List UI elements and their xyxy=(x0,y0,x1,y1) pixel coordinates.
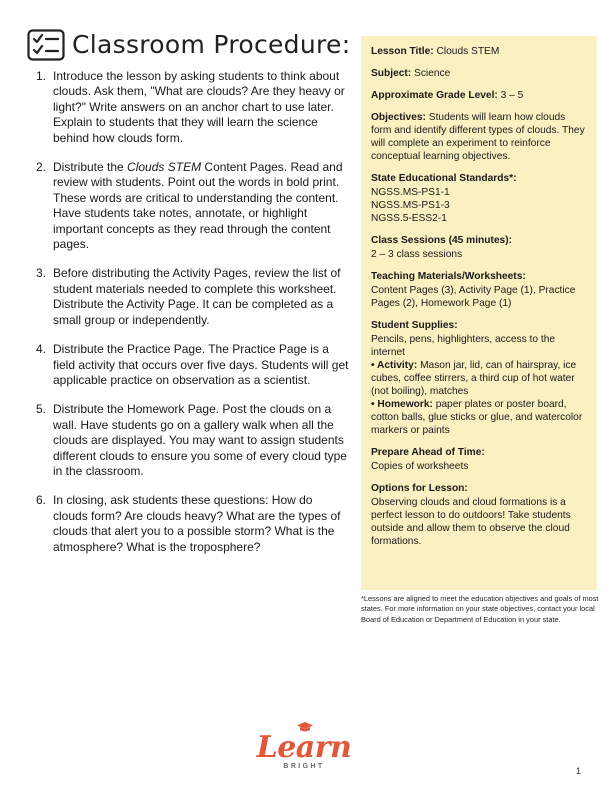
homework-supplies xyxy=(371,398,585,437)
activity-value: Mason jar, lid, can of hairspray, ice cubes, coffee stirrers, a third cup of hot water (not boiling), matches xyxy=(371,360,577,397)
objectives-value: Students will learn how clouds form and identify different types of clouds. They will complete an experiment to reinforce conceptual learning objectives. xyxy=(371,112,585,162)
standard-item: NGSS.MS-PS1-1 xyxy=(371,187,450,198)
prepare-value: Copies of worksheets xyxy=(371,461,469,472)
page-title: Classroom Procedure: xyxy=(72,30,351,59)
step-number: 3. xyxy=(36,266,47,281)
grade-value: 3 – 5 xyxy=(500,90,524,101)
sessions-section xyxy=(371,234,585,261)
materials-section xyxy=(371,270,585,310)
procedure-step-6 xyxy=(30,493,350,555)
procedure-step-5 xyxy=(30,402,350,479)
prepare-section xyxy=(371,446,585,473)
step-text: In closing, ask students these questions: How do clouds form? Are clouds heavy? What are the types of clouds that alert you to a possible storm? What is the atmosphere? What is the troposphere? xyxy=(53,493,341,554)
standards-label: State Educational Standards*: xyxy=(371,173,517,184)
procedure-step-3 xyxy=(30,266,350,328)
lesson-info-box xyxy=(361,36,597,590)
step-text xyxy=(53,160,350,252)
activity-label: • Activity: xyxy=(371,360,418,371)
supplies-label: Student Supplies: xyxy=(371,320,458,331)
grade-section xyxy=(371,89,585,102)
logo-subtitle: BRIGHT xyxy=(283,763,325,770)
step-text-post: Content Pages. Read and review with students. Point out the words in bold print. These words are critical to understanding the content. Have students take notes, annotate, or highlight important concepts as they read through the content pages. xyxy=(53,160,343,252)
step-number: 2. xyxy=(36,160,47,175)
step-text: Before distributing the Activity Pages, review the list of student materials needed to complete this worksheet. Distribute the Activity Page. It can be completed as a small group or independently. xyxy=(53,266,341,327)
materials-label: Teaching Materials/Worksheets: xyxy=(371,271,526,282)
procedure-list xyxy=(30,69,350,569)
subject-value: Science xyxy=(414,68,451,79)
objectives-section xyxy=(371,111,585,163)
sessions-label: Class Sessions (45 minutes): xyxy=(371,235,512,246)
standards-section xyxy=(371,172,585,225)
standard-item: NGSS.5-ESS2-1 xyxy=(371,213,447,224)
options-label: Options for Lesson: xyxy=(371,483,468,494)
lesson-title-section xyxy=(371,45,585,58)
materials-value: Content Pages (3), Activity Page (1), Practice Pages (2), Homework Page (1) xyxy=(371,285,576,309)
learn-bright-logo xyxy=(252,720,356,770)
lesson-title-value: Clouds STEM xyxy=(436,46,500,57)
sessions-value: 2 – 3 class sessions xyxy=(371,249,463,260)
step-number: 5. xyxy=(36,402,47,417)
logo-wordmark: Learn xyxy=(256,730,352,765)
procedure-step-1 xyxy=(30,69,350,146)
procedure-step-2 xyxy=(30,160,350,252)
step-number: 4. xyxy=(36,342,47,357)
step-text: Distribute the Practice Page. The Practice Page is a field activity that occurs over five days. Students will get applicable practice on observation as a scientist. xyxy=(53,342,349,387)
step-text: Introduce the lesson by asking students to think about clouds. Ask them, "What are clouds? Are they heavy or light?" Write answers on an anchor chart to use later. Explain to students that they will learn the science behind how clouds form. xyxy=(53,69,345,145)
lesson-title-label: Lesson Title: xyxy=(371,46,434,57)
grade-label: Approximate Grade Level: xyxy=(371,90,498,101)
checklist-icon xyxy=(27,29,65,61)
procedure-step-4 xyxy=(30,342,350,388)
activity-supplies xyxy=(371,359,585,398)
step-number: 6. xyxy=(36,493,47,508)
step-number: 1. xyxy=(36,69,47,83)
standard-item: NGSS.MS-PS1-3 xyxy=(371,200,450,211)
step-text-emphasis: Clouds STEM xyxy=(127,160,202,175)
step-text-pre: Distribute the xyxy=(53,160,128,175)
prepare-label: Prepare Ahead of Time: xyxy=(371,447,485,458)
page-number: 1 xyxy=(576,766,582,776)
homework-label: • Homework: xyxy=(371,399,433,410)
subject-label: Subject: xyxy=(371,68,412,79)
objectives-label: Objectives: xyxy=(371,112,426,123)
supplies-section xyxy=(371,319,585,437)
options-value: Observing clouds and cloud formations is a perfect lesson to do outdoors! Take students outside and allow them to observe the cloud formations. xyxy=(371,497,571,547)
supplies-value: Pencils, pens, highlighters, access to the internet xyxy=(371,334,556,358)
standards-footnote: *Lessons are aligned to meet the education objectives and goals of most states. For more information on your state objectives, contact your local Board of Education or Department of Education in your state. xyxy=(361,594,599,624)
step-text: Distribute the Homework Page. Post the clouds on a wall. Have students go on a gallery walk when all the clouds are displayed. You may want to assign students different clouds to ensure you some of every cloud type in the classroom. xyxy=(53,402,347,478)
options-section xyxy=(371,482,585,548)
homework-value: paper plates or poster board, cotton balls, glue sticks or glue, and watercolor markers or paints xyxy=(371,399,583,436)
subject-section xyxy=(371,67,585,80)
